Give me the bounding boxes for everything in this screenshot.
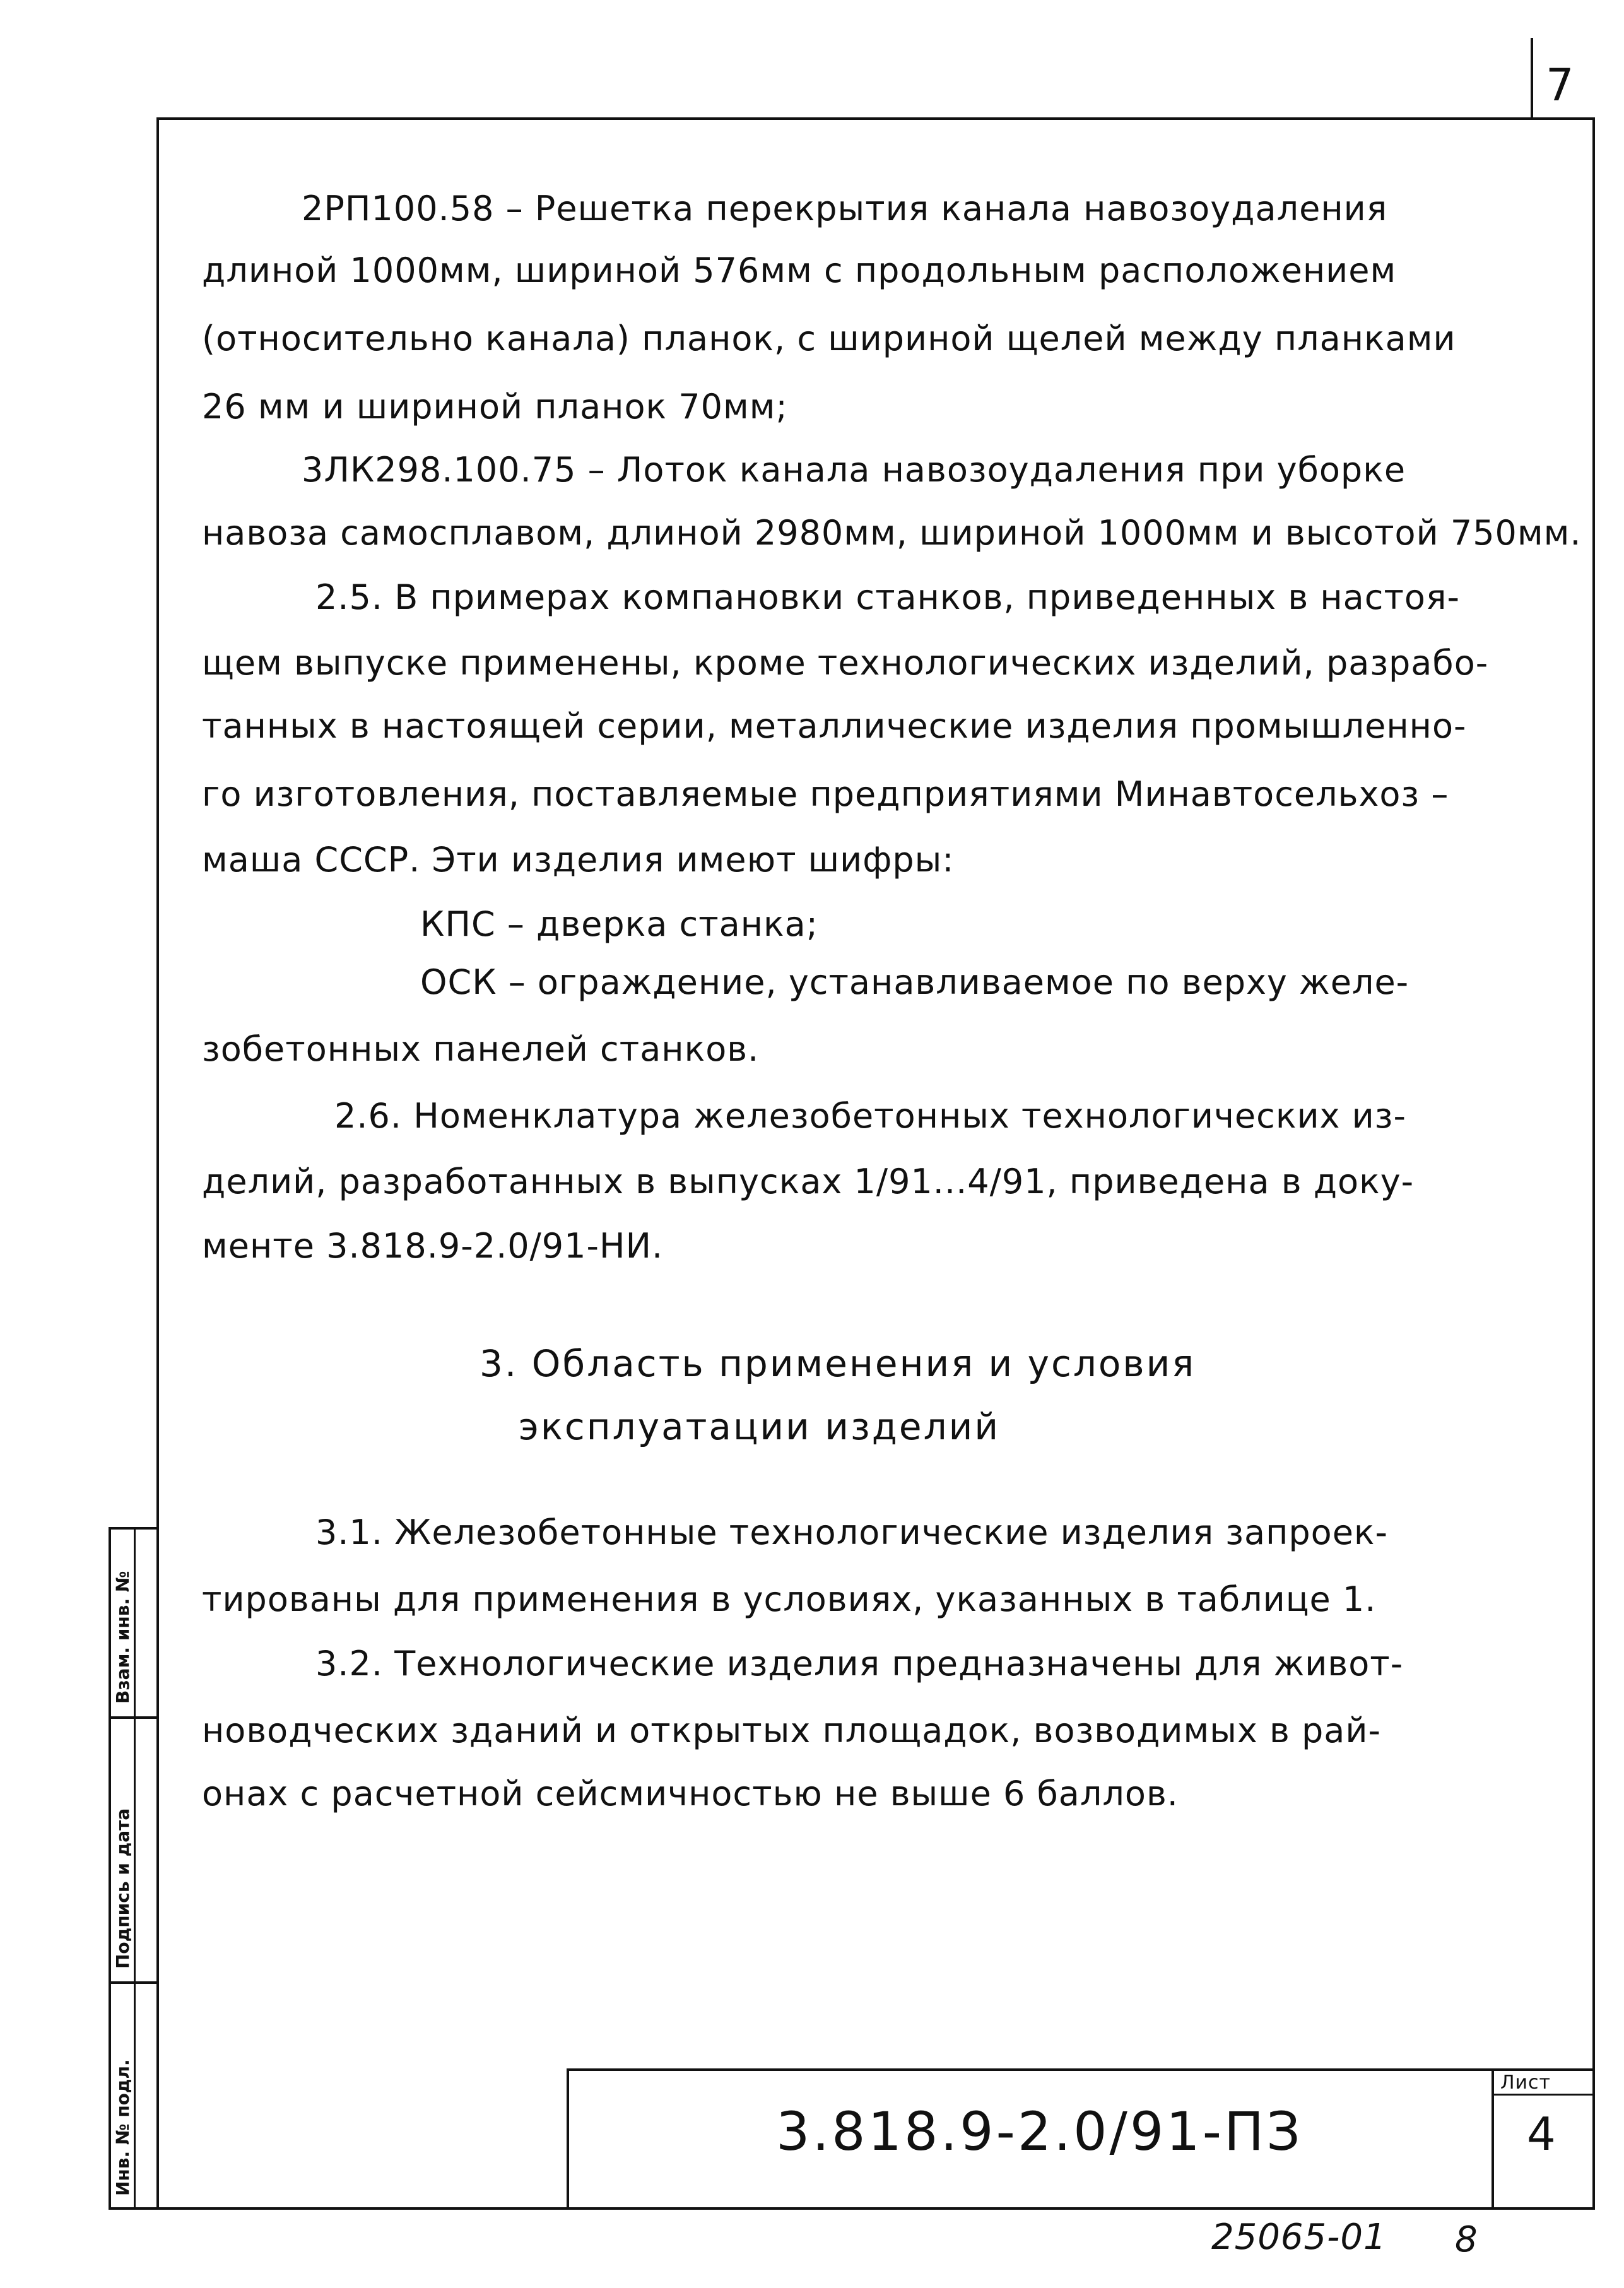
section-title-line-2: эксплуатации изделий xyxy=(519,1405,1001,1448)
body-line: маша СССР. Эти изделия имеют шифры: xyxy=(202,840,955,880)
body-line: 2РП100.58 – Решетка перекрытия канала навозоудаления xyxy=(302,189,1388,228)
side-stamp-inner xyxy=(134,1527,136,2210)
body-line: КПС – дверка станка; xyxy=(420,904,818,944)
body-line: навоза самосплавом, длиной 2980мм, шириной 1000мм и высотой 750мм. xyxy=(202,513,1582,553)
side-stamp-outer-left xyxy=(109,1527,111,2210)
frame-top xyxy=(156,117,1595,120)
section-line: 3.1. Железобетонные технологические изделия запроек- xyxy=(315,1513,1389,1552)
body-line: го изготовления, поставляемые предприятиями Минавтосельхоз – xyxy=(202,774,1449,814)
section-line: 3.2. Технологические изделия предназначены для живот- xyxy=(315,1644,1404,1684)
section-title-line-1: 3. Область применения и условия xyxy=(480,1342,1196,1385)
inv-original-label: Инв. № подл. xyxy=(112,2059,133,2196)
page-note: 8 xyxy=(1455,2219,1478,2260)
corner-box-left-line xyxy=(1531,38,1533,119)
corner-page-number: 7 xyxy=(1546,59,1575,111)
section-line: онах с расчетной сейсмичностью не выше 6 баллов. xyxy=(202,1774,1179,1813)
body-line: 26 мм и шириной планок 70мм; xyxy=(202,387,788,427)
side-stamp-divider-2 xyxy=(109,1716,159,1719)
order-number: 25065-01 xyxy=(1211,2217,1387,2258)
title-block-left xyxy=(567,2068,569,2210)
frame-left xyxy=(156,117,159,2210)
body-line: щем выпуске применены, кроме технологических изделий, разрабо- xyxy=(202,643,1489,683)
sheet-label: Лист xyxy=(1500,2072,1551,2094)
title-block-top xyxy=(567,2068,1595,2071)
body-line: ОСК – ограждение, устанавливаемое по верху желе- xyxy=(420,962,1409,1002)
body-line: делий, разработанных в выпусках 1/91...4/91, приведена в доку- xyxy=(202,1162,1415,1201)
replacement-inv-label: Взам. инв. № xyxy=(112,1571,133,1704)
frame-right xyxy=(1592,117,1595,2210)
body-line: 2.6. Номенклатура железобетонных технологических из- xyxy=(334,1096,1406,1136)
sheet-cell-left xyxy=(1492,2068,1494,2210)
body-line: длиной 1000мм, шириной 576мм с продольным расположением xyxy=(202,251,1397,290)
body-line: танных в настоящей серии, металлические изделия промышленно- xyxy=(202,706,1467,746)
side-stamp-divider-3 xyxy=(109,1981,159,1984)
frame-bottom xyxy=(109,2207,1595,2210)
body-line: 3ЛК298.100.75 – Лоток канала навозоудаления при уборке xyxy=(302,450,1406,490)
body-line: менте 3.818.9-2.0/91-НИ. xyxy=(202,1226,664,1266)
section-line: новодческих зданий и открытых площадок, возводимых в рай- xyxy=(202,1711,1381,1750)
section-line: тированы для применения в условиях, указанных в таблице 1. xyxy=(202,1579,1377,1619)
sheet-cell-divider xyxy=(1492,2094,1595,2096)
body-line: зобетонных панелей станков. xyxy=(202,1029,760,1069)
signature-date-label: Подпись и дата xyxy=(112,1808,133,1969)
sheet-number: 4 xyxy=(1527,2108,1556,2161)
body-line: 2.5. В примерах компановки станков, приведенных в настоя- xyxy=(315,577,1460,617)
document-code: 3.818.9-2.0/91-ПЗ xyxy=(776,2101,1303,2162)
body-line: (относительно канала) планок, с шириной щелей между планками xyxy=(202,319,1456,358)
